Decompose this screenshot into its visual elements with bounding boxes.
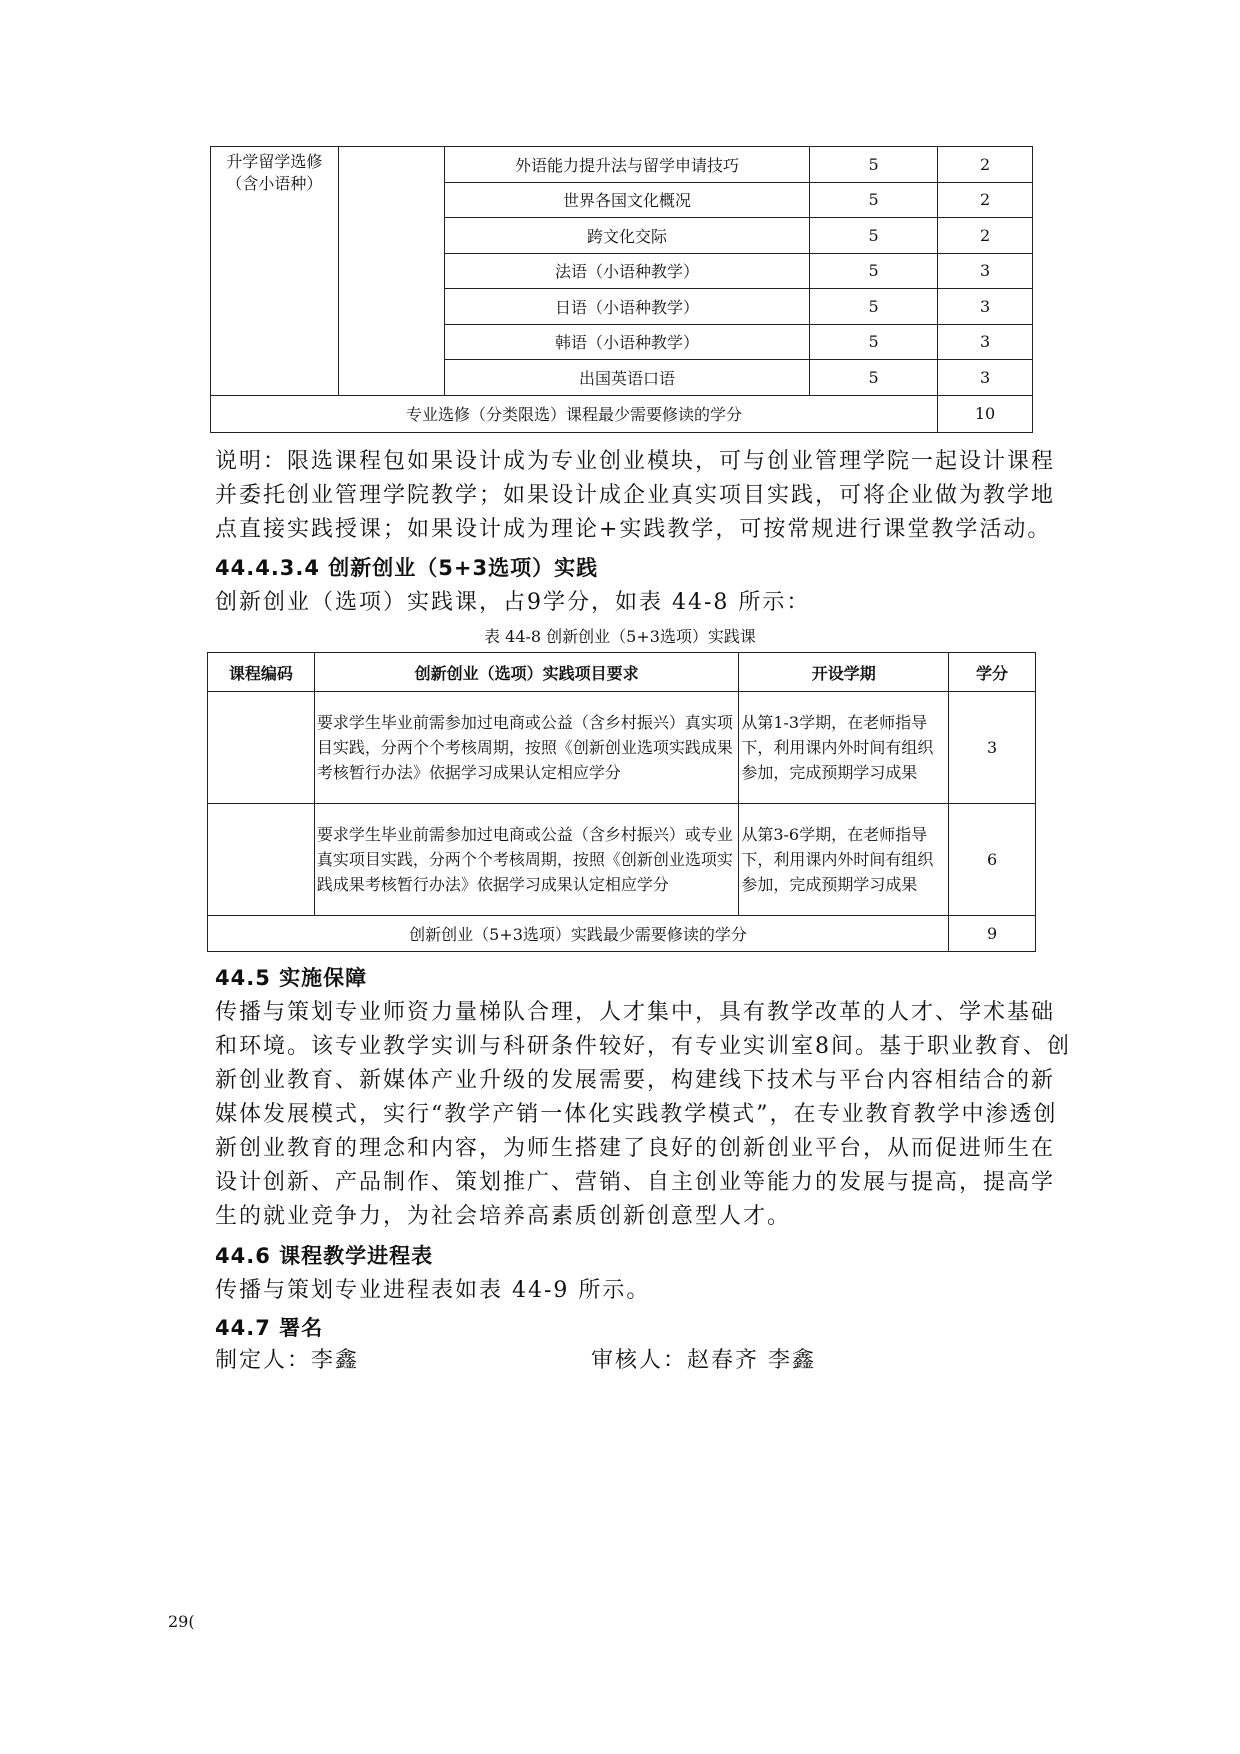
course-name: 外语能力提升法与留学申请技巧 [444,147,810,183]
practice-table [207,652,1036,952]
term-text: 从第1-3学期，在老师指导下，利用课内外时间有组织参加，完成预期学习成果 [739,692,949,804]
course-term: 5 [810,147,938,183]
summary-row [208,916,1036,952]
table-caption: 表 44-8 创新创业（5+3选项）实践课 [484,627,756,646]
course-name: 出国英语口语 [444,360,810,396]
course-credit: 3 [938,324,1033,360]
table-row [208,804,1036,916]
credit-value: 3 [949,692,1036,804]
course-term: 5 [810,218,938,254]
course-code [208,692,315,804]
course-credit: 3 [938,253,1033,289]
requirement-text: 要求学生毕业前需参加过电商或公益（含乡村振兴）或专业真实项目实践，分两个个考核周期，按照《创新创业选项实践成果考核暂行办法》依据学习成果认定相应学分 [314,804,738,916]
summary-label: 创新创业（5+3选项）实践最少需要修读的学分 [208,916,949,952]
course-term: 5 [810,289,938,325]
note-paragraph: 说明：限选课程包如果设计成为专业创业模块，可与创业管理学院一起设计课程并委托创业管理学院教学；如果设计成企业真实项目实践，可将企业做为教学地点直接实践授课；如果设计成为理论+实践教学，可按常规进行课堂教学活动。 [215,449,1056,542]
course-name: 日语（小语种教学） [444,289,810,325]
summary-value: 10 [938,395,1033,432]
summary-value: 9 [949,916,1036,952]
credit-value: 6 [949,804,1036,916]
course-term: 5 [810,182,938,218]
course-code [208,804,315,916]
author-label: 制定人：李鑫 [215,1348,360,1373]
header-term: 开设学期 [739,653,949,692]
course-name: 跨文化交际 [444,218,810,254]
course-credit: 2 [938,147,1033,183]
course-name: 韩语（小语种教学） [444,324,810,360]
course-credit: 3 [938,289,1033,325]
header-code: 课程编码 [208,653,315,692]
summary-row [211,395,1033,432]
section-heading-445: 44.5 实施保障 [215,966,368,990]
summary-label: 专业选修（分类限选）课程最少需要修读的学分 [211,395,938,432]
section-text-4434: 创新创业（选项）实践课，占9学分，如表 44-8 所示： [215,590,811,615]
table-row [211,147,1033,183]
empty-cell [338,147,444,396]
header-credit: 学分 [949,653,1036,692]
course-name: 法语（小语种教学） [444,253,810,289]
table-header-row [208,653,1036,692]
section-heading-446: 44.6 课程教学进程表 [215,1244,434,1268]
requirement-text: 要求学生毕业前需参加过电商或公益（含乡村振兴）真实项目实践，分两个个考核周期，按照《创新创业选项实践成果考核暂行办法》依据学习成果认定相应学分 [314,692,738,804]
elective-course-table [210,146,1033,433]
header-requirement: 创新创业（选项）实践项目要求 [314,653,738,692]
category-cell: 升学留学选修 （含小语种） [211,147,339,396]
course-name: 世界各国文化概况 [444,182,810,218]
course-term: 5 [810,360,938,396]
course-credit: 3 [938,360,1033,396]
course-credit: 2 [938,182,1033,218]
course-term: 5 [810,253,938,289]
course-credit: 2 [938,218,1033,254]
reviewer-label: 审核人：赵春齐 李鑫 [591,1348,816,1373]
section-heading-4434: 44.4.3.4 创新创业（5+3选项）实践 [215,556,599,580]
page-number: 29( [168,1612,195,1631]
section-text-445: 传播与策划专业师资力量梯队合理，人才集中，具有教学改革的人才、学术基础和环境。该专业教学实训与科研条件较好，有专业实训室8间。基于职业教育、创新创业教育、新媒体产业升级的发展需要，构建线下技术与平台内容相结合的新媒体发展模式，实行“教学产销一体化实践教学模式”，在专业教育教学中渗透创新创业教育的理念和内容，为师生搭建了良好的创新创业平台，从而促进师生在设计创新、产品制作、策划推广、营销、自主创业等能力的发展与提高，提高学生的就业竞争力，为社会培养高素质创新创意型人才。 [215,1000,1071,1229]
table-row [208,692,1036,804]
term-text: 从第3-6学期，在老师指导下，利用课内外时间有组织参加，完成预期学习成果 [739,804,949,916]
course-term: 5 [810,324,938,360]
section-text-446: 传播与策划专业进程表如表 44-9 所示。 [215,1278,651,1303]
section-heading-447: 44.7 署名 [215,1316,324,1340]
